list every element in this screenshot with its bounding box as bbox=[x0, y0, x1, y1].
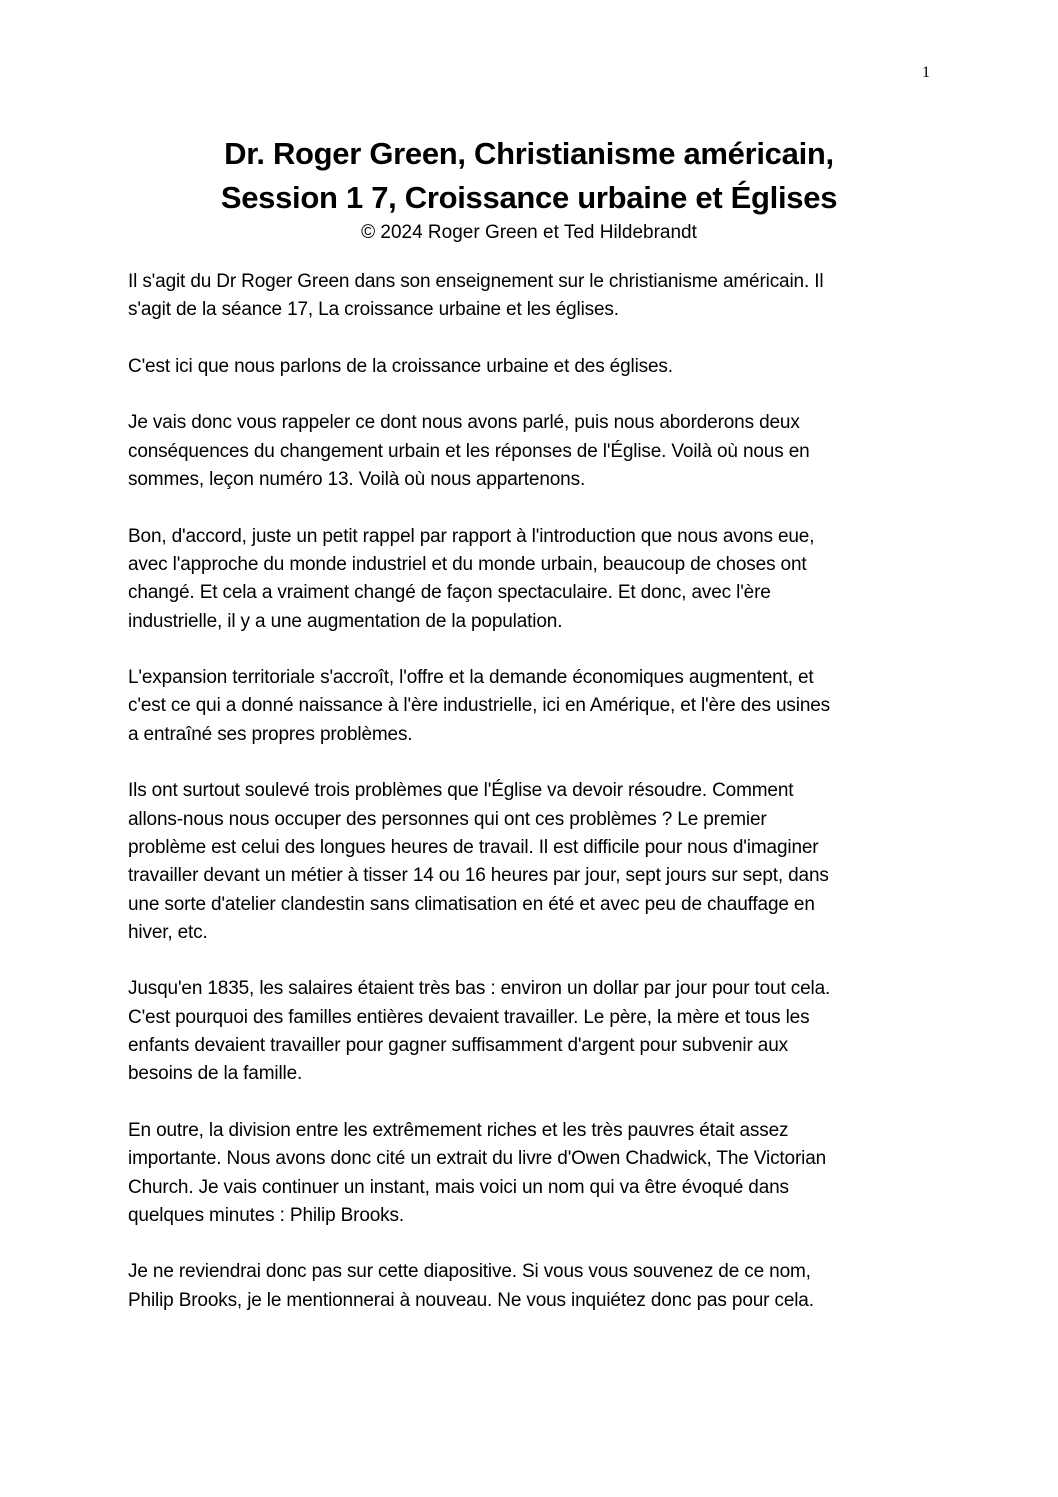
paragraph: En outre, la division entre les extrêmement riches et les très pauvres était assez importante. Nous avons donc cité un extrait du livre d'Owen Chadwick, The Victorian Church. Je vais continuer un instant, mais voici un nom qui va être évoqué dans quelques minutes : Philip Brooks. bbox=[128, 1119, 827, 1226]
document-title bbox=[0, 132, 1058, 220]
document-body bbox=[128, 268, 938, 1343]
paragraph: Jusqu'en 1835, les salaires étaient très bas : environ un dollar par jour pour tout cela. C'est pourquoi des familles entières devaient travailler. Le père, la mère et tous les enfants devaient travailler pour gagner suffisamment d'argent pour subvenir aux besoins de la famille. bbox=[128, 978, 831, 1085]
paragraph: Bon, d'accord, juste un petit rappel par rapport à l'introduction que nous avons eue, avec l'approche du monde industriel et du monde urbain, beaucoup de choses ont changé. Et cela a vraiment changé de façon spectaculaire. Et donc, avec l'ère industrielle, il y a une augmentation de la population. bbox=[128, 525, 815, 632]
document-header bbox=[0, 132, 1058, 246]
title-line-2: Session 1 7, Croissance urbaine et Églises bbox=[220, 180, 838, 215]
paragraph: Je ne reviendrai donc pas sur cette diapositive. Si vous vous souvenez de ce nom, Philip Brooks, je le mentionnerai à nouveau. Ne vous inquiétez donc pas pour cela. bbox=[128, 1261, 814, 1311]
paragraph: C'est ici que nous parlons de la croissance urbaine et des églises. bbox=[128, 355, 673, 377]
page-number: 1 bbox=[922, 64, 930, 81]
paragraph: Il s'agit du Dr Roger Green dans son enseignement sur le christianisme américain. Il s'agit de la séance 17, La croissance urbaine et les églises. bbox=[128, 271, 824, 321]
paragraph: Ils ont surtout soulevé trois problèmes que l'Église va devoir résoudre. Comment allons-nous nous occuper des personnes qui ont ces problèmes ? Le premier problème est celui des longues heures de travail. Il est difficile pour nous d'imaginer travailler devant un métier à tisser 14 ou 16 heures par jour, sept jours sur sept, dans une sorte d'atelier clandestin sans climatisation en été et avec peu de chauffage en hiver, etc. bbox=[128, 780, 829, 943]
copyright-notice: © 2024 Roger Green et Ted Hildebrandt bbox=[361, 222, 697, 243]
paragraph: L'expansion territoriale s'accroît, l'offre et la demande économiques augmentent, et c'est ce qui a donné naissance à l'ère industrielle, ici en Amérique, et l'ère des usines a entraîné ses propres problèmes. bbox=[128, 667, 830, 745]
paragraph: Je vais donc vous rappeler ce dont nous avons parlé, puis nous aborderons deux conséquences du changement urbain et les réponses de l'Église. Voilà où nous en sommes, leçon numéro 13. Voilà où nous appartenons. bbox=[128, 412, 810, 491]
title-line-1: Dr. Roger Green, Christianisme américain, bbox=[224, 136, 834, 171]
